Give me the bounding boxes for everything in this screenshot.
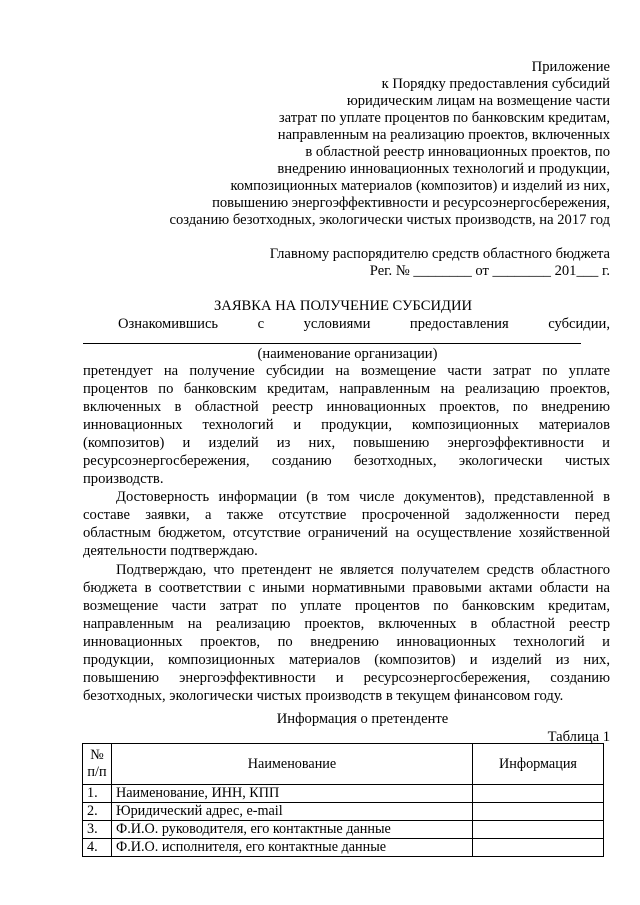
paragraph-line: бюджета в соответствии с иными нормативными правовыми актами области на xyxy=(83,580,610,596)
row-num: 2. xyxy=(83,803,112,821)
applicant-info-table xyxy=(82,743,604,857)
appendix-line: в областной реестр инновационных проектов, по xyxy=(305,144,610,160)
appendix-line: к Порядку предоставления субсидий xyxy=(381,76,610,92)
table-label: Таблица 1 xyxy=(547,729,610,745)
appendix-line: Приложение xyxy=(531,59,610,75)
paragraph-line: направленным на реализацию проектов, включенных в областной реестр xyxy=(83,616,610,632)
row-name: Наименование, ИНН, КПП xyxy=(112,785,473,803)
paragraph-line: инновационных технологий и продукции, композиционных материалов xyxy=(83,417,610,433)
paragraph-line: возмещение части затрат по уплате процентов по банковским кредитам, xyxy=(83,598,610,614)
paragraph-line: безотходных, экологически чистых производств в текущем финансовом году. xyxy=(83,688,564,704)
row-info[interactable] xyxy=(473,785,604,803)
addressee-line: Главному распорядителю средств областного бюджета xyxy=(269,246,610,262)
table-row xyxy=(83,785,604,803)
paragraph-line: Подтверждаю, что претендент не является получателем средств областного xyxy=(116,562,610,578)
header-info-cell: Информация xyxy=(473,744,604,785)
row-num: 3. xyxy=(83,821,112,839)
registration-line: Рег. № ________ от ________ 201___ г. xyxy=(369,263,610,279)
row-num: 1. xyxy=(83,785,112,803)
paragraph-line: претендует на получение субсидии на возмещение части затрат по уплате xyxy=(83,363,610,379)
paragraph-line: областным бюджетом, отсутствие ограничений на осуществление хозяйственной xyxy=(83,525,610,541)
table-caption: Информация о претенденте xyxy=(276,711,449,727)
header-num-abbr: п/п xyxy=(87,764,107,780)
intro-line: Ознакомившись с условиями предоставления субсидии, xyxy=(118,316,610,332)
header-num-symbol: № xyxy=(90,746,104,763)
table-row xyxy=(83,803,604,821)
table-header-row xyxy=(83,744,604,785)
row-name: Ф.И.О. исполнителя, его контактные данные xyxy=(112,839,473,857)
row-info[interactable] xyxy=(473,821,604,839)
paragraph-line: инновационных проектов, по внедрению инновационных технологий и xyxy=(83,634,610,650)
page-title: ЗАЯВКА НА ПОЛУЧЕНИЕ СУБСИДИИ xyxy=(213,298,473,314)
paragraph-line: Достоверность информации (в том числе документов), представленной в xyxy=(116,489,610,505)
appendix-line: юридическим лицам на возмещение части xyxy=(346,93,610,109)
row-name: Ф.И.О. руководителя, его контактные данные xyxy=(112,821,473,839)
row-num: 4. xyxy=(83,839,112,857)
row-info[interactable] xyxy=(473,839,604,857)
appendix-line: затрат по уплате процентов по банковским кредитам, xyxy=(278,110,610,126)
appendix-line: созданию безотходных, экологически чистых производств, на 2017 год xyxy=(169,212,610,228)
paragraph-line: продукции, композиционных материалов (композитов) и изделий из них, xyxy=(83,652,610,668)
header-name-cell: Наименование xyxy=(112,744,473,785)
paragraph-line: (композитов) и изделий из них, повышению энергоэффективности и xyxy=(83,435,610,451)
table-row xyxy=(83,821,604,839)
appendix-line: направленным на реализацию проектов, включенных xyxy=(277,127,610,143)
paragraph-line: процентов по банковским кредитам, направленным на реализацию проектов, xyxy=(83,381,610,397)
paragraph-line: ресурсоэнергосбережения, созданию безотходных, экологически чистых xyxy=(83,453,610,469)
organization-name-line xyxy=(83,343,581,344)
appendix-line: внедрению инновационных технологий и продукции, xyxy=(277,161,610,177)
appendix-line: композиционных материалов (композитов) и изделий из них, xyxy=(230,178,610,194)
row-info[interactable] xyxy=(473,803,604,821)
appendix-line: повышению энергоэффективности и ресурсоэнергосбережения, xyxy=(212,195,610,211)
row-name: Юридический адрес, e-mail xyxy=(112,803,473,821)
header-num-cell xyxy=(83,744,112,785)
paragraph-line: деятельности подтверждаю. xyxy=(83,543,258,559)
organization-caption: (наименование организации) xyxy=(257,346,438,362)
paragraph-line: составе заявки, а также отсутствие просроченной задолженности перед xyxy=(83,507,610,523)
paragraph-line: включенных в областной реестр инновационных проектов, по внедрению xyxy=(83,399,610,415)
paragraph-line: производств. xyxy=(83,471,164,487)
paragraph-line: повышению энергоэффективности и ресурсоэнергосбережения, созданию xyxy=(83,670,610,686)
table-row xyxy=(83,839,604,857)
